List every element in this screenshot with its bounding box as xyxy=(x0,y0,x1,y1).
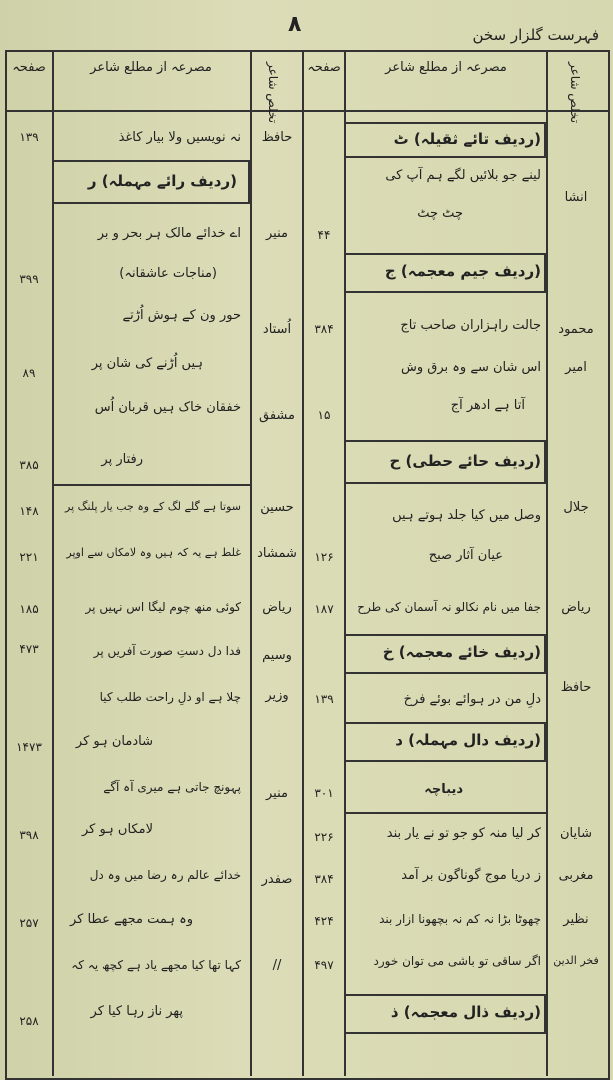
header-left-poet: تخلص شاعر xyxy=(266,62,280,124)
radif-heading: (ردیف خائے معجمہ) خ xyxy=(382,643,541,661)
page-ref: ۸۹ xyxy=(22,366,36,380)
radif-heading: (ردیف حائے حطی) ح xyxy=(389,452,541,470)
page-ref: ۱۸۷ xyxy=(314,602,334,616)
page-number: ۸ xyxy=(288,12,302,37)
radif-heading: (ردیف ذال معجمہ) ذ xyxy=(390,1003,541,1021)
page-ref: ۴۲۴ xyxy=(314,914,334,928)
header-right-poet: تخلص شاعر xyxy=(568,62,582,124)
misra-line: پھر ناز رہا کیا کر xyxy=(90,1004,183,1019)
misra-line: اس شان سے وہ برق وش xyxy=(401,360,541,375)
misra-line: دیباچہ xyxy=(424,782,463,797)
poet-name: حافظ xyxy=(261,130,293,145)
page-ref: ۴۷۳ xyxy=(19,642,39,656)
poet-name: فخر الدین xyxy=(553,954,599,967)
header-right-page: صفحہ xyxy=(307,60,341,75)
poet-name: نظیر xyxy=(563,912,589,927)
page-ref: ۲۵۸ xyxy=(19,1014,39,1028)
poet-name: شایان xyxy=(560,826,592,841)
misra-line: اے خدائے مالک ہر بحر و بر xyxy=(97,226,241,241)
poet-name: منیر xyxy=(266,226,288,241)
poet-name: مشفق xyxy=(259,408,295,423)
misra-line: پہونچ جاتی ہے میری آہ آگے xyxy=(103,780,241,794)
page-ref: ۱۴۸ xyxy=(19,504,39,518)
column-divider xyxy=(250,50,252,1076)
misra-line: سوتا ہے گلے لگ کے وہ جب یار پلنگ پر xyxy=(65,500,241,513)
header-left-misra: مصرعہ از مطلع شاعر xyxy=(90,60,212,75)
misra-line: خفقان خاک ہیں قربان اُس xyxy=(94,400,241,415)
misra-line: جفا میں نام نکالو نہ آسمان کی طرح xyxy=(357,600,541,614)
page-ref: ۱۲۶ xyxy=(314,550,334,564)
misra-line: عیان آثار صبح xyxy=(428,548,503,563)
page-ref: ۱۳۹ xyxy=(314,692,334,706)
page-ref: ۳۸۴ xyxy=(314,872,334,886)
radif-heading: (ردیف دال مہملہ) د xyxy=(395,731,541,749)
page-ref: ۴۹۷ xyxy=(314,958,334,972)
misra-line: اگر ساقی تو باشی می توان خورد xyxy=(373,954,541,968)
page-ref: ۳۸۵ xyxy=(19,458,39,472)
misra-line: وصل میں کیا جلد ہوتے ہیں xyxy=(392,508,541,523)
page-ref: ۱۸۵ xyxy=(19,602,39,616)
poet-name: وزیر xyxy=(265,688,289,703)
misra-line: رفتار پر xyxy=(101,452,143,467)
poet-name: جلال xyxy=(563,500,589,515)
page-title: فہرست گلزار سخن xyxy=(472,26,599,44)
misra-line: آتا ہے ادھر آج xyxy=(450,398,525,413)
misra-line: (مناجات عاشقانہ) xyxy=(119,266,217,281)
misra-line: چٹ چٹ xyxy=(417,206,463,221)
misra-line: لینے جو بلائیں لگے ہم آپ کی xyxy=(385,168,541,183)
misra-line: فدا دل دستِ صورت آفریں پر xyxy=(93,644,241,658)
page-ref: ۲۲۶ xyxy=(314,830,334,844)
misra-line: ز دریا موج گوناگون بر آمد xyxy=(401,868,541,883)
misra-line: خدائے عالم رہ رضا میں وہ دل xyxy=(89,868,241,882)
page-ref: ۳۸۴ xyxy=(314,322,334,336)
page-ref: ۴۴ xyxy=(317,228,331,242)
page-ref: ۱۳۹ xyxy=(19,130,39,144)
radif-heading: (ردیف تائے ثقیلہ) ٹ xyxy=(393,130,541,148)
misra-line: دلِ من در ہوائے بوئے فرخ xyxy=(403,692,541,707)
misra-line: چھوٹا بڑا نہ کم نہ بچھونا ازار بند xyxy=(379,912,541,926)
radif-heading: (ردیف جیم معجمہ) ج xyxy=(384,262,541,280)
poet-name: مغربی xyxy=(558,868,594,883)
poet-name: امیر xyxy=(565,360,587,375)
page-ref: ۳۰۱ xyxy=(314,786,334,800)
misra-line: لامکاں ہو کر xyxy=(81,822,153,837)
misra-line: حور ون کے ہوش اُڑتے xyxy=(122,308,241,323)
poet-name: ریاض xyxy=(262,600,292,615)
poet-name: محمود xyxy=(558,322,594,337)
row-divider xyxy=(344,812,546,814)
radif-heading: (ردیف رائے مہملہ) ر xyxy=(87,172,237,190)
page-ref: ۳۹۸ xyxy=(19,828,39,842)
misra-line: جالت راہزاران صاحب تاج xyxy=(400,318,541,333)
misra-line: کر لیا منہ کو جو تو نے یار بند xyxy=(386,826,541,841)
misra-line: کوئی منھ چوم لیگا اس نہیں پر xyxy=(85,600,241,614)
row-divider xyxy=(52,484,250,486)
poet-name: حسین xyxy=(260,500,294,515)
poet-name: منیر xyxy=(266,786,288,801)
page-ref: ۳۹۹ xyxy=(19,272,39,286)
poet-name: صفدر xyxy=(261,872,293,887)
poet-name: // xyxy=(272,958,282,973)
header-right-misra: مصرعہ از مطلع شاعر xyxy=(385,60,507,75)
poet-name: شمشاد xyxy=(257,546,297,561)
page-ref: ۲۲۱ xyxy=(19,550,39,564)
header-divider xyxy=(5,110,608,112)
misra-line: ہیں اُڑنے کی شان پر xyxy=(91,356,203,371)
page-ref: ۱۵ xyxy=(317,408,331,422)
poet-name: اُستاد xyxy=(262,322,292,337)
misra-line: چلا ہے او دلِ راحت طلب کیا xyxy=(99,690,241,704)
misra-line: غلط ہے یہ کہ ہیں وہ لامکاں سے اوپر xyxy=(66,546,241,559)
column-divider xyxy=(344,50,346,1076)
misra-line: شادمان ہو کر xyxy=(75,734,153,749)
page-ref: ۲۵۷ xyxy=(19,916,39,930)
misra-line: وہ ہمت مجھے عطا کر xyxy=(69,912,193,927)
header-left-page: صفحہ xyxy=(12,60,46,75)
page-ref: ۱۴۷۳ xyxy=(16,740,42,754)
misra-line: کہا تھا کیا مجھے یاد ہے کچھ یہ کہ xyxy=(71,958,241,972)
poet-name: انشا xyxy=(564,190,588,205)
poet-name: حافظ xyxy=(560,680,592,695)
poet-name: وسیم xyxy=(262,648,292,663)
poet-name: ریاض xyxy=(561,600,591,615)
misra-line: نہ نویسیں ولا بیار کاغذ xyxy=(118,130,241,145)
